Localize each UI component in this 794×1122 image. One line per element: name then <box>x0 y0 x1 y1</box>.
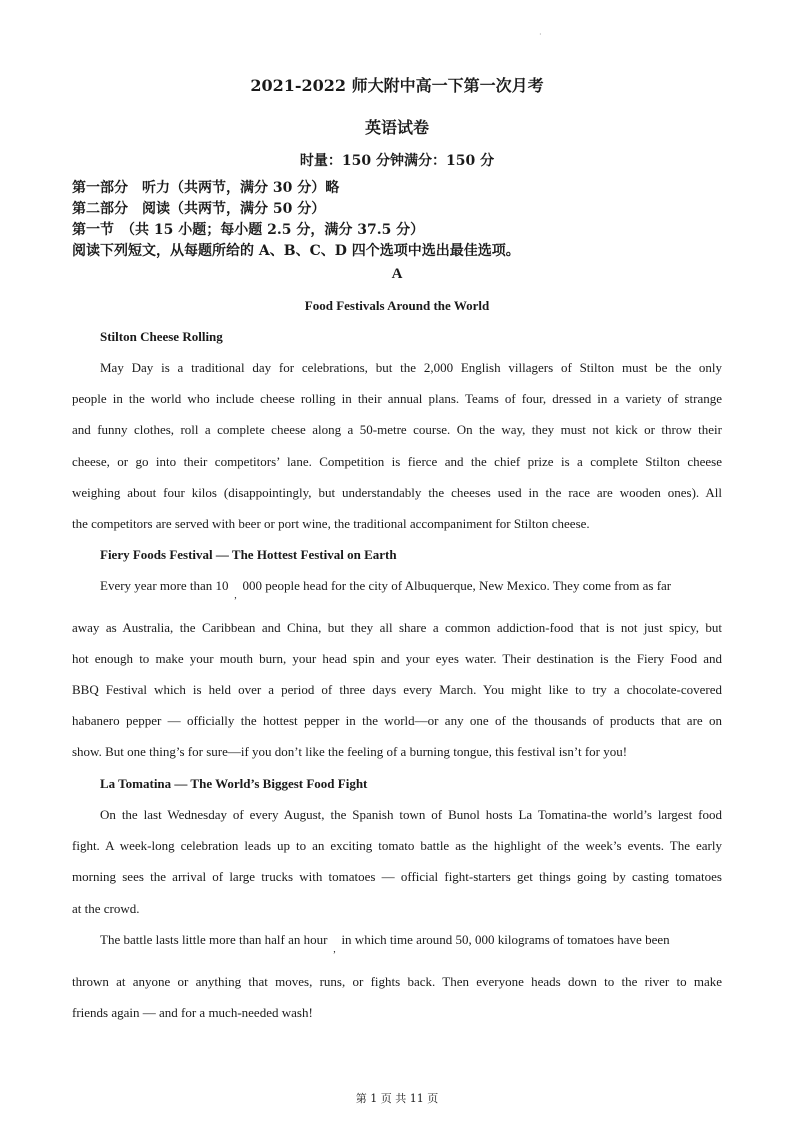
page-footer: 第 1 页 共 11 页 <box>355 1092 439 1105</box>
exam-title: 2021-2022 师大附中高一下第一次月考 <box>250 76 544 95</box>
paragraph-line-with-comma <box>100 932 722 955</box>
paragraph-line: and funny clothes, roll a complete cheese along a 50-metre course. On the way, they must not kick or throw their <box>72 422 722 437</box>
subheading-fiery-foods: Fiery Foods Festival — The Hottest Festival on Earth <box>100 547 397 562</box>
paragraph-line: thrown at anyone or anything that moves, runs, or fights back. Then everyone heads down to the river to make <box>72 974 722 989</box>
paragraph-line: the competitors are served with beer or port wine, the traditional accompaniment for Stilton cheese. <box>72 516 590 531</box>
section-part-one: 第一部分 听力（共两节，满分 30 分）略 <box>72 180 340 196</box>
subheading-stilton: Stilton Cheese Rolling <box>100 329 223 344</box>
exam-time-score: 时量：150 分钟满分：150 分 <box>299 153 495 169</box>
scan-dot: · <box>539 30 542 39</box>
paragraph-line-with-comma <box>100 578 722 601</box>
paragraph-line: friends again — and for a much-needed wash! <box>72 1005 313 1020</box>
section-part-two: 第二部分 阅读（共两节，满分 50 分） <box>72 201 326 217</box>
text-segment: Every year more than 10 <box>100 578 229 593</box>
misplaced-comma: , <box>333 944 336 955</box>
paragraph-line: cheese, or go into their competitors’ lane. Competition is fierce and the chief prize is a complete Stilton cheese <box>72 454 722 469</box>
paragraph-line: away as Australia, the Caribbean and China, but they all share a common addiction-food that is not just spicy, but <box>72 620 722 635</box>
paragraph-line: On the last Wednesday of every August, the Spanish town of Bunol hosts La Tomatina-the world’s largest food <box>100 807 722 822</box>
text-segment: 000 people head for the city of Albuquerque, New Mexico. They come from as far <box>242 578 672 593</box>
misplaced-comma: , <box>234 590 237 601</box>
section-subsection-one: 第一节 （共 15 小题；每小题 2.5 分，满分 37.5 分） <box>72 222 425 238</box>
paragraph-line: BBQ Festival which is held over a period of three days every March. You might like to try a chocolate-covered <box>72 682 722 697</box>
paragraph-line: weighing about four kilos (disappointingly, but understandably the cheeses used in the race are wooden ones). All <box>72 485 722 500</box>
exam-subject: 英语试卷 <box>364 118 429 137</box>
paragraph-line: habanero pepper — officially the hottest pepper in the world—or any one of the thousands of products that are on <box>72 713 722 728</box>
passage-title: Food Festivals Around the World <box>304 298 490 313</box>
paragraph-line: people in the world who include cheese rolling in their annual plans. Teams of four, dressed in a variety of strange <box>72 391 722 406</box>
paragraph-line: at the crowd. <box>72 901 140 916</box>
text-segment: in which time around 50, 000 kilograms of tomatoes have been <box>341 932 670 947</box>
subheading-la-tomatina: La Tomatina — The World’s Biggest Food Fight <box>100 776 368 791</box>
paragraph-line: morning sees the arrival of large trucks with tomatoes — official fight-starters get things going by casting tomatoes <box>72 869 722 884</box>
passage-letter: A <box>391 266 403 282</box>
paragraph-line: show. But one thing’s for sure—if you don’t like the feeling of a burning tongue, this festival isn’t for you! <box>72 744 628 759</box>
paragraph-line: May Day is a traditional day for celebrations, but the 2,000 English villagers of Stilton must be the only <box>100 360 722 375</box>
paragraph-line: fight. A week-long celebration leads up to an exciting tomato battle as the highlight of the week’s events. The early <box>72 838 722 853</box>
text-segment: The battle lasts little more than half an hour <box>100 932 328 947</box>
paragraph-line: hot enough to make your mouth burn, your head spin and your eyes water. Their destination is the Fiery Food and <box>72 651 722 666</box>
section-instructions: 阅读下列短文，从每题所给的 A、B、C、D 四个选项中选出最佳选项。 <box>72 243 520 259</box>
